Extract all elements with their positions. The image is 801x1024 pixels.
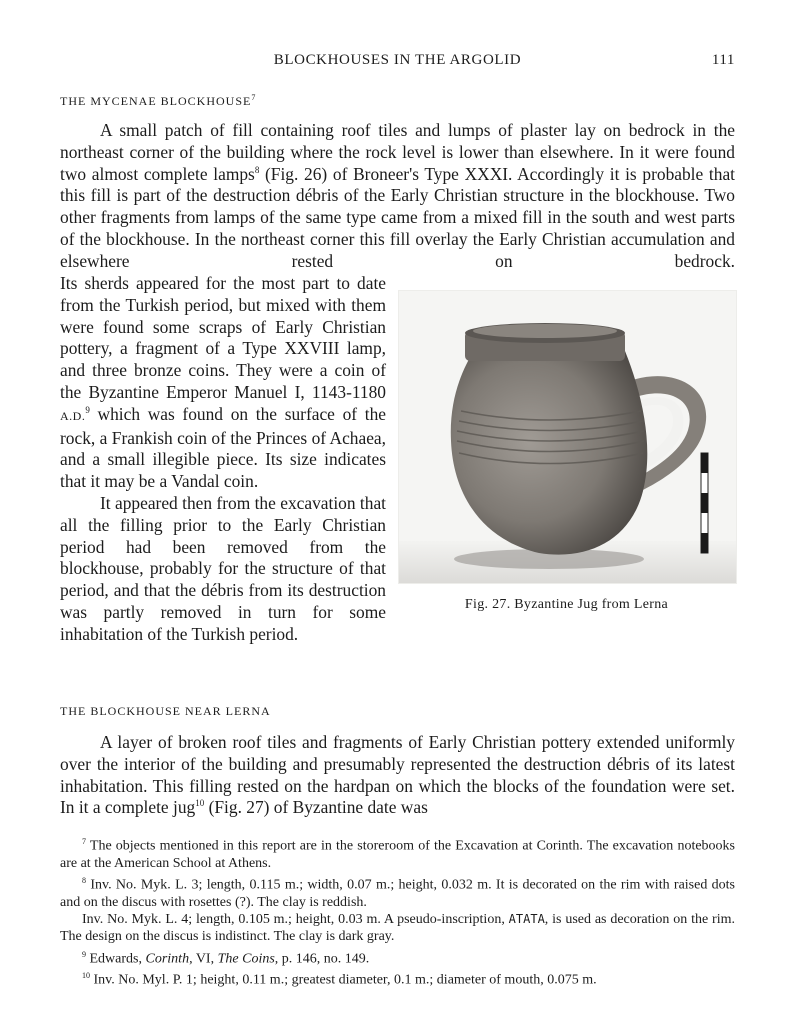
footnote-mark: 7 xyxy=(82,837,86,846)
paragraph-intro-top xyxy=(60,120,735,273)
section-lerna-body xyxy=(60,732,735,819)
footnote-text: , p. 146, no. 149. xyxy=(274,951,370,967)
jug-photograph xyxy=(398,290,737,584)
footnote-text: Inv. No. Myk. L. 4; length, 0.105 m.; height, 0.03 m. A pseudo-inscription, xyxy=(82,912,509,928)
era-abbreviation: A.D. xyxy=(60,408,86,423)
section-heading-lerna: THE BLOCKHOUSE NEAR LERNA xyxy=(60,704,271,718)
footnote-text: , VI, xyxy=(189,951,218,967)
pseudo-inscription: ATATA xyxy=(508,912,545,927)
page-number: 111 xyxy=(711,52,735,68)
paragraph-text: (Fig. 27) of Byzantine date was xyxy=(204,797,428,818)
footnote-ref-8: 8 xyxy=(254,164,260,175)
running-title: BLOCKHOUSES IN THE ARGOLID xyxy=(273,52,522,68)
paragraph-mycenae-conclusion: It appeared then from the excavation that all the filling prior to the Early Christian period had been removed from the blockhouse, probably for the structure of that period, and that the débris from its destruction was partly removed in turn for some inhabitation of the Turkish period. xyxy=(60,492,386,644)
paragraph-lerna xyxy=(60,732,735,819)
footnote-title: Corinth xyxy=(145,951,190,967)
footnote-mark: 8 xyxy=(82,876,86,886)
footnote-8 xyxy=(60,872,735,911)
footnote-9 xyxy=(60,946,735,968)
paragraph-text: A layer of broken roof tiles and fragments of Early Christian pottery extended uniformly over the interior of the building and presumably represented the destruction débris of its latest inhabitation. This filling rested on the hardpan on which the blocks of the foundation were set. In it a complete jug xyxy=(60,732,735,818)
running-header xyxy=(60,52,735,72)
footnote-7 xyxy=(60,833,735,872)
footnote-mark: 10 xyxy=(82,971,90,981)
figure-caption: Fig. 27. Byzantine Jug from Lerna xyxy=(464,597,669,612)
footnote-text: Inv. No. Myl. P. 1; height, 0.11 m.; greatest diameter, 0.1 m.; diameter of mouth, 0.075 m. xyxy=(90,973,597,989)
paragraph-text: Its sherds appeared for the most part to date from the Turkish period, but mixed with them were found some scraps of Early Christian pottery, a fragment of a Type XXVIII lamp, and three bronze coins. They were a coin of the Byzantine Emperor Manuel I, 1143-1180 xyxy=(60,273,386,402)
footnote-ref-9: 9 xyxy=(85,404,90,415)
paragraph-text: (Fig. 26) of Broneer's Type XXXI. Accordingly it is probable that this fill is part of the destruction débris of the Early Christian structure in the blockhouse. Two other fragments from lamps of the same type came from a mixed fill in the south and west parts of the blockhouse. In the northeast corner this fill overlay the Early Christian accumulation and elsewhere rested on bedrock. xyxy=(60,163,735,271)
section-heading-mycenae xyxy=(60,93,255,109)
jug-illustration xyxy=(399,291,736,583)
footnote-text: Edwards, xyxy=(86,951,146,967)
footnote-ref-7: 7 xyxy=(251,93,256,102)
section-mycenae-intro xyxy=(60,120,735,273)
paragraph-text: which was found on the surface of the rock, a Frankish coin of the Princes of Achaea, and a small illegible piece. Its size indicates that it may be a Vandal coin. xyxy=(60,403,386,492)
footnote-text: , is used as decoration on the rim. The design on the discus is indistinct. The clay is dark gray. xyxy=(60,912,735,945)
footnote-title: The Coins xyxy=(217,951,275,967)
footnotes xyxy=(60,833,735,989)
section-heading-text: THE MYCENAE BLOCKHOUSE xyxy=(60,94,252,108)
footnote-10 xyxy=(60,967,735,989)
footnote-text: The objects mentioned in this report are in the storeroom of the Excavation at Corinth. The excavation notebooks are at the American School at Athens. xyxy=(60,838,735,871)
paragraph-text: A small patch of fill containing roof tiles and lumps of plaster lay on bedrock in the northeast corner of the building where the rock level is lower than elsewhere. In it were found two almost complete lamps xyxy=(60,120,735,184)
figure-27 xyxy=(398,290,735,613)
footnote-ref-10: 10 xyxy=(195,798,205,809)
footnote-8-continued xyxy=(60,911,735,945)
section-mycenae-wrapped xyxy=(60,273,735,646)
footnote-mark: 9 xyxy=(82,949,86,959)
footnote-text: Inv. No. Myk. L. 3; length, 0.115 m.; width, 0.07 m.; height, 0.032 m. It is decorated on the rim with raised dots and on the discus with rosettes (?). The clay is reddish. xyxy=(60,877,735,910)
